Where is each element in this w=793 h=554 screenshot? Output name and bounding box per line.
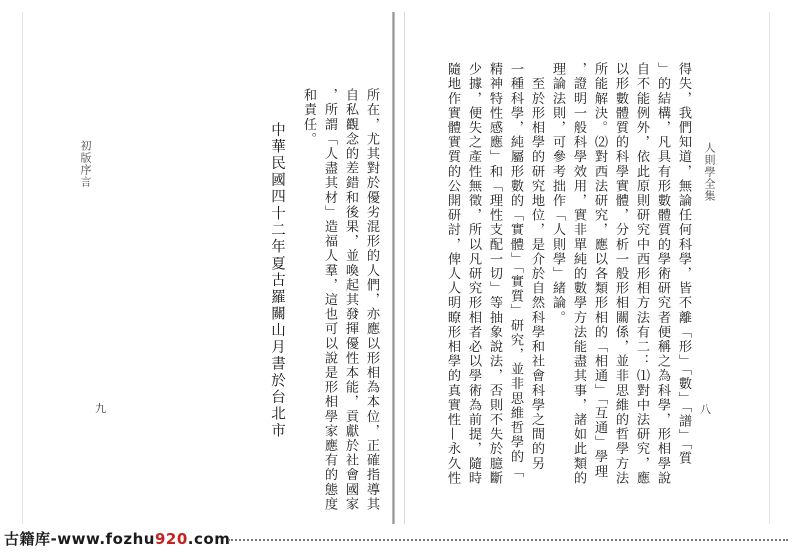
right-text-column: 至於形相學的研究地位，是介於自然科學和社會科學之間的另: [529, 62, 544, 471]
left-text-column: ，所謂「人盡其材」造福人羣，這也可以說是形相學家應有的態度: [322, 88, 337, 512]
right-text-column: 以形數體質的科學實體，分析一般形相關係，並非思維的哲學方法: [613, 62, 628, 486]
site-url-prefix: www.fozhu: [57, 530, 155, 548]
right-text-column: 理論法則，可參考拙作「人則學」緒論。: [550, 62, 565, 325]
right-running-head: 人則學全集: [703, 142, 716, 202]
site-separator: -: [50, 530, 58, 548]
watermark-text: [4, 528, 230, 549]
right-text-column: 隨地作實體實質的公開研討，俾人人明瞭形相學的真實性—永久性: [445, 62, 460, 486]
right-text-column: 一種科學，純屬形數的「實體」「實質」研究，並非思維哲學的「: [508, 62, 523, 479]
right-page-number: 八: [700, 403, 711, 416]
site-url-suffix: .com: [187, 530, 231, 548]
footer-dotted-rule: [228, 539, 788, 541]
left-text-column: 自私觀念的差錯和後果，並喚起其發揮優性本能，貢獻於社會國家: [343, 88, 358, 512]
right-text-column: 少據，便失之產性無徵，所以凡研究形相者必以學術為前提，隨時: [466, 62, 481, 486]
left-text-column: 所在，尤其對於優劣混形的人們，亦應以形相為本位，正確指導其: [364, 88, 379, 512]
book-gutter-shadow: [404, 12, 405, 534]
left-page-edge: [22, 12, 23, 534]
site-name: 古籍库: [4, 530, 51, 548]
left-page-number: 九: [95, 402, 106, 415]
book-gutter: [392, 12, 395, 534]
right-text-column: 精神特性感應」和「理性支配一切」等抽象說法，否則不失於臆斷: [487, 62, 502, 486]
right-text-column: 所能解決。⑵對西法研究，應以各類形相的「相通」「互通」學理: [592, 62, 607, 479]
right-text-column: 自不能例外，依此原則研究中西形相方法有二：⑴對中法研究，應: [634, 62, 649, 486]
right-text-column: 」的結構，凡具有形數體質的學術研究者便稱之為科學，形相學說: [655, 62, 670, 486]
left-page: [22, 12, 394, 534]
signature-line: 中華民國四十二年夏古羅關山月書於台北市: [269, 122, 285, 440]
right-text-column: ，證明一般科學效用，實非單純的數學方法能盡其事，諸如此類的: [571, 62, 586, 486]
right-page-edge: [769, 12, 770, 534]
left-running-head: 初版序言: [79, 140, 92, 188]
left-text-column: 和責任。: [301, 88, 316, 147]
site-url-highlight: 920: [154, 530, 188, 548]
right-text-column: 得失，我們知道，無論任何科學，皆不離「形」「數」「譜」「質: [676, 62, 691, 466]
